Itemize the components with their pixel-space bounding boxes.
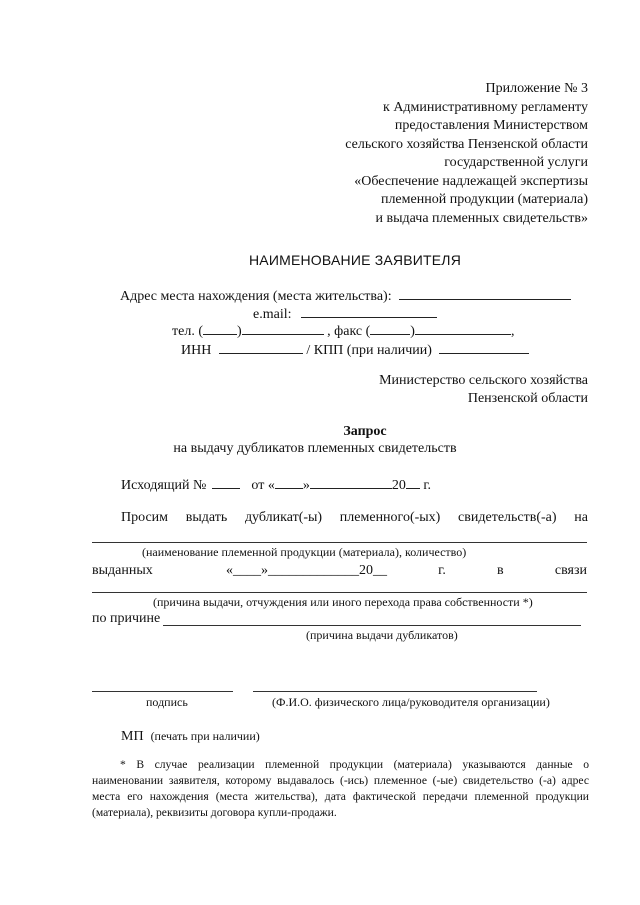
phrase-word: выдать	[185, 510, 228, 525]
address-field[interactable]	[399, 287, 571, 300]
year-field[interactable]	[406, 476, 420, 489]
phone-close: )	[236, 324, 242, 339]
fio-line[interactable]	[253, 691, 537, 692]
mp-label: МП	[121, 729, 144, 744]
header-line: «Обеспечение надлежащей экспертизы	[354, 173, 588, 189]
fax-number-field[interactable]	[415, 322, 511, 335]
header-line: племенной продукции (материала)	[380, 192, 588, 207]
address-row	[120, 287, 571, 305]
phrase-word: на	[574, 510, 588, 525]
phrase-word: дубликат(-ы)	[244, 510, 323, 525]
kpp-field[interactable]	[439, 341, 529, 354]
issued-date: «____»_____________20__	[225, 563, 387, 578]
caption-signature: подпись	[146, 695, 188, 709]
inn-field[interactable]	[219, 341, 303, 354]
outgoing-row	[121, 476, 431, 494]
issued-word: выданных	[92, 563, 153, 578]
issued-word: в	[497, 563, 504, 578]
email-label: e.mail:	[253, 307, 292, 322]
inn-kpp-row	[181, 341, 529, 359]
request-phrase-row	[121, 510, 588, 526]
applicant-title: НАИМЕНОВАНИЕ ЗАЯВИТЕЛЯ	[248, 252, 461, 268]
email-field[interactable]	[301, 305, 437, 318]
fax-close: )	[410, 324, 415, 339]
phrase-word: свидетельств(-а)	[458, 510, 557, 525]
quote-close: »	[302, 478, 310, 493]
reason-line[interactable]	[163, 625, 581, 626]
fax-code-field[interactable]	[370, 322, 410, 335]
issued-row	[92, 563, 587, 579]
from-label: от «	[251, 478, 275, 493]
header-line: государственной услуги	[444, 155, 588, 170]
phone-label: тел. (	[172, 324, 203, 339]
recipient-line-1: Министерство сельского хозяйства	[379, 373, 588, 388]
signature-line[interactable]	[92, 691, 233, 692]
address-label: Адрес места нахождения (места жительства):	[120, 289, 392, 304]
request-title: Запрос	[343, 424, 387, 439]
product-line[interactable]	[92, 542, 587, 543]
outgoing-label: Исходящий №	[121, 478, 207, 493]
phrase-word: Просим	[121, 510, 169, 525]
transfer-reason-line[interactable]	[92, 592, 587, 593]
fax-label: , факс (	[327, 324, 371, 339]
phrase-word: племенного(-ых)	[339, 510, 441, 525]
recipient-line-2: Пензенской области	[467, 391, 588, 406]
header-line: Приложение № 3	[485, 81, 588, 96]
caption-transfer-reason: (причина выдачи, отчуждения или иного перехода права собственности *)	[153, 595, 533, 609]
footnote: * В случае реализации племенной продукции (материала) указываются данные о наименовании заявителя, которому выдавалось (-ись) племенное (-ые) свидетельство (-а) адрес места его нахождения (места жительства), дата фактической передачи племенной продукции (материала), реквизиты договора купли-продажи.	[92, 758, 589, 819]
kpp-label: / КПП (при наличии)	[306, 343, 432, 358]
year-suffix: г.	[423, 478, 431, 493]
issued-word: связи	[554, 563, 587, 578]
mp-note: (печать при наличии)	[150, 729, 260, 743]
inn-label: ИНН	[181, 343, 212, 358]
email-row	[253, 305, 437, 323]
day-field[interactable]	[275, 476, 303, 489]
phone-code-field[interactable]	[203, 322, 237, 335]
caption-fio: (Ф.И.О. физического лица/руководителя организации)	[272, 695, 550, 709]
caption-duplicate-reason: (причина выдачи дубликатов)	[306, 628, 458, 642]
year-prefix: 20	[391, 478, 406, 493]
reason-label: по причине	[92, 611, 161, 626]
phone-number-field[interactable]	[242, 322, 324, 335]
request-subtitle: на выдачу дубликатов племенных свидетельств	[173, 441, 457, 456]
header-line: и выдача племенных свидетельств»	[375, 210, 588, 226]
caption-product: (наименование племенной продукции (материала), количество)	[142, 545, 467, 559]
outgoing-number-field[interactable]	[212, 476, 240, 489]
fax-comma: ,	[510, 324, 515, 339]
header-line: сельского хозяйства Пензенской области	[345, 136, 588, 152]
header-line: предоставления Министерством	[394, 118, 588, 133]
stamp-row	[121, 727, 260, 745]
month-field[interactable]	[310, 476, 392, 489]
header-line: к Административному регламенту	[383, 99, 588, 115]
appendix-header	[345, 80, 588, 228]
phone-fax-row	[172, 322, 514, 340]
issued-word: г.	[438, 563, 446, 578]
